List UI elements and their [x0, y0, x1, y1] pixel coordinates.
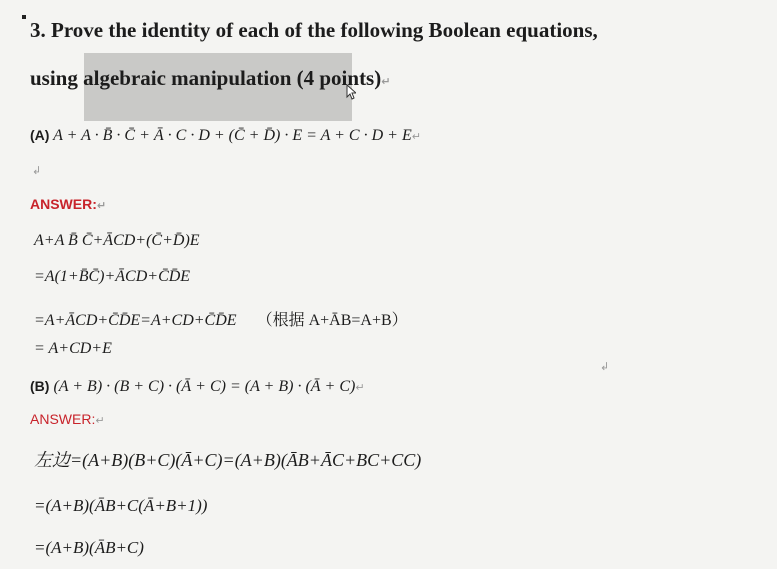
part-b-step-2: =(A+B)(ĀB+C(Ā+B+1)) — [34, 496, 208, 515]
part-b-label: (B) — [30, 378, 50, 394]
part-a-label: (A) — [30, 127, 50, 143]
part-a-step-1: A+A B̄ C̄+ĀCD+(C̄+D̄)E — [34, 232, 200, 249]
answer-label-text: ANSWER: — [30, 411, 96, 427]
part-a-step-4: = A+CD+E — [34, 340, 112, 357]
mouse-cursor-icon — [346, 84, 356, 100]
part-b-equation-line — [30, 378, 365, 396]
part-a-note: （根据 A+ĀB=A+B） — [256, 312, 408, 329]
question-line-2 — [30, 66, 390, 91]
part-b-answer-label — [30, 411, 105, 427]
empty-paragraph-mark: ↲ — [32, 164, 42, 177]
part-a-equation: A + A · B̄ · C̄ + Ā · C · D + (C̄ + D̄) · E = A + C · D + E — [53, 127, 412, 144]
stray-paragraph-mark: ↲ — [600, 360, 610, 373]
part-a-answer-label — [30, 196, 106, 212]
question-line-2-text: using algebraic manipulation (4 points) — [30, 66, 382, 90]
part-a-step-3 — [34, 307, 408, 330]
paragraph-mark: ↵ — [95, 414, 105, 427]
answer-label-text: ANSWER: — [30, 196, 97, 212]
part-b-step-1: 左边=(A+B)(B+C)(Ā+C)=(A+B)(ĀB+ĀC+BC+CC) — [34, 450, 422, 470]
part-a-equation-line — [30, 127, 421, 145]
paragraph-mark: ↵ — [355, 381, 365, 394]
part-a-step-2: =A(1+B̄C̄)+ĀCD+C̄D̄E — [34, 268, 191, 285]
paragraph-mark: ↵ — [381, 75, 391, 88]
part-b-equation: (A + B) · (B + C) · (Ā + C) = (A + B) · (Ā + C) — [53, 378, 356, 395]
question-line-1: 3. Prove the identity of each of the following Boolean equations, — [30, 18, 598, 42]
bullet-dot — [22, 15, 26, 19]
part-a-step-3-text: =A+ĀCD+C̄D̄E=A+CD+C̄D̄E — [34, 312, 237, 329]
paragraph-mark: ↵ — [411, 130, 421, 143]
paragraph-mark: ↵ — [96, 199, 107, 212]
part-b-step-3: =(A+B)(ĀB+C) — [34, 538, 144, 557]
